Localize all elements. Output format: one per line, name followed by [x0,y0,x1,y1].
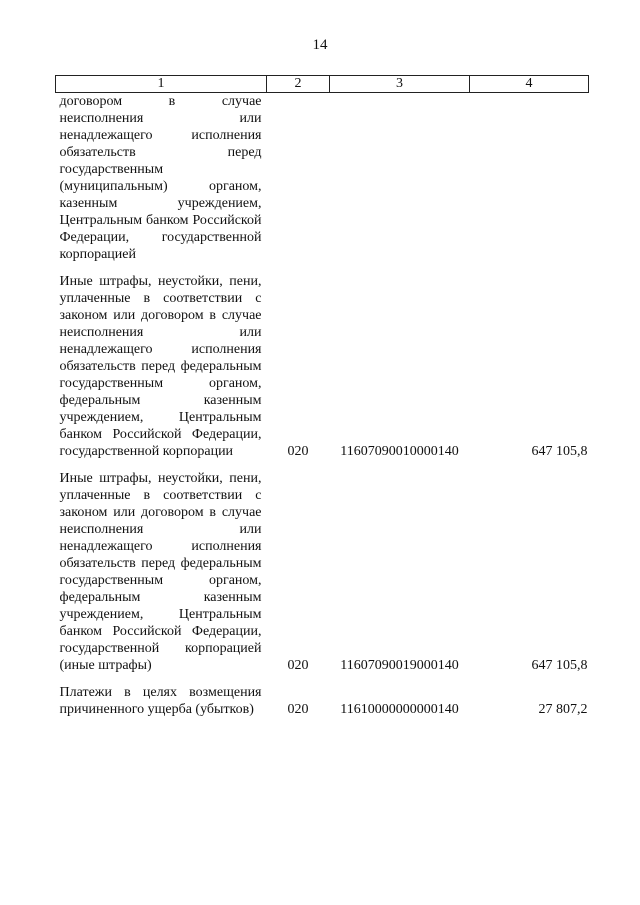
row-code: 020 [287,702,309,717]
row-description: Иные штрафы, неустойки, пени, уплаченные в соответствии с законом или договором в случае неисполнения или ненадлежащего исполнения обязательств перед федеральным государственным органом, федеральным казенным учреждением, Центральным банком Российской Федерации, государственной корпорацией (иные штрафы) [59,471,262,673]
header-row [56,76,589,93]
row-amount: 27 807,2 [538,702,588,717]
table-row [56,674,589,718]
header-col-4: 4 [470,76,589,93]
row-kbk [330,93,470,264]
row-amount: 647 105,8 [531,444,588,459]
header-col-3: 3 [330,76,470,93]
page-number: 14 [312,37,328,53]
row-kbk: 11607090010000140 [340,444,459,459]
row-kbk: 11610000000000140 [340,702,459,717]
row-description: Иные штрафы, неустойки, пени, уплаченные в соответствии с законом или договором в случае неисполнения или ненадлежащего исполнения обязательств перед федеральным государственным органом, федеральным казенным учреждением, Центральным банком Российской Федерации, государственной корпорации [59,274,262,459]
header-col-2: 2 [267,76,330,93]
row-code: 020 [287,444,309,459]
budget-table [55,75,589,718]
row-description: договором в случае неисполнения или ненадлежащего исполнения обязательств перед государственным (муниципальным) органом, казенным учреждением, Центральным банком Российской Федерации, государственной корпорацией [59,94,262,262]
header-col-1: 1 [56,76,267,93]
table-body [56,93,589,719]
table-row [56,263,589,460]
row-amount [470,93,589,264]
row-code: 020 [287,658,309,673]
row-description: Платежи в целях возмещения причиненного ущерба (убытков) [59,685,262,717]
row-amount: 647 105,8 [531,658,588,673]
row-code [267,93,330,264]
table-row [56,93,589,264]
table-row [56,460,589,674]
row-kbk: 11607090019000140 [340,658,459,673]
table-header [56,76,589,93]
